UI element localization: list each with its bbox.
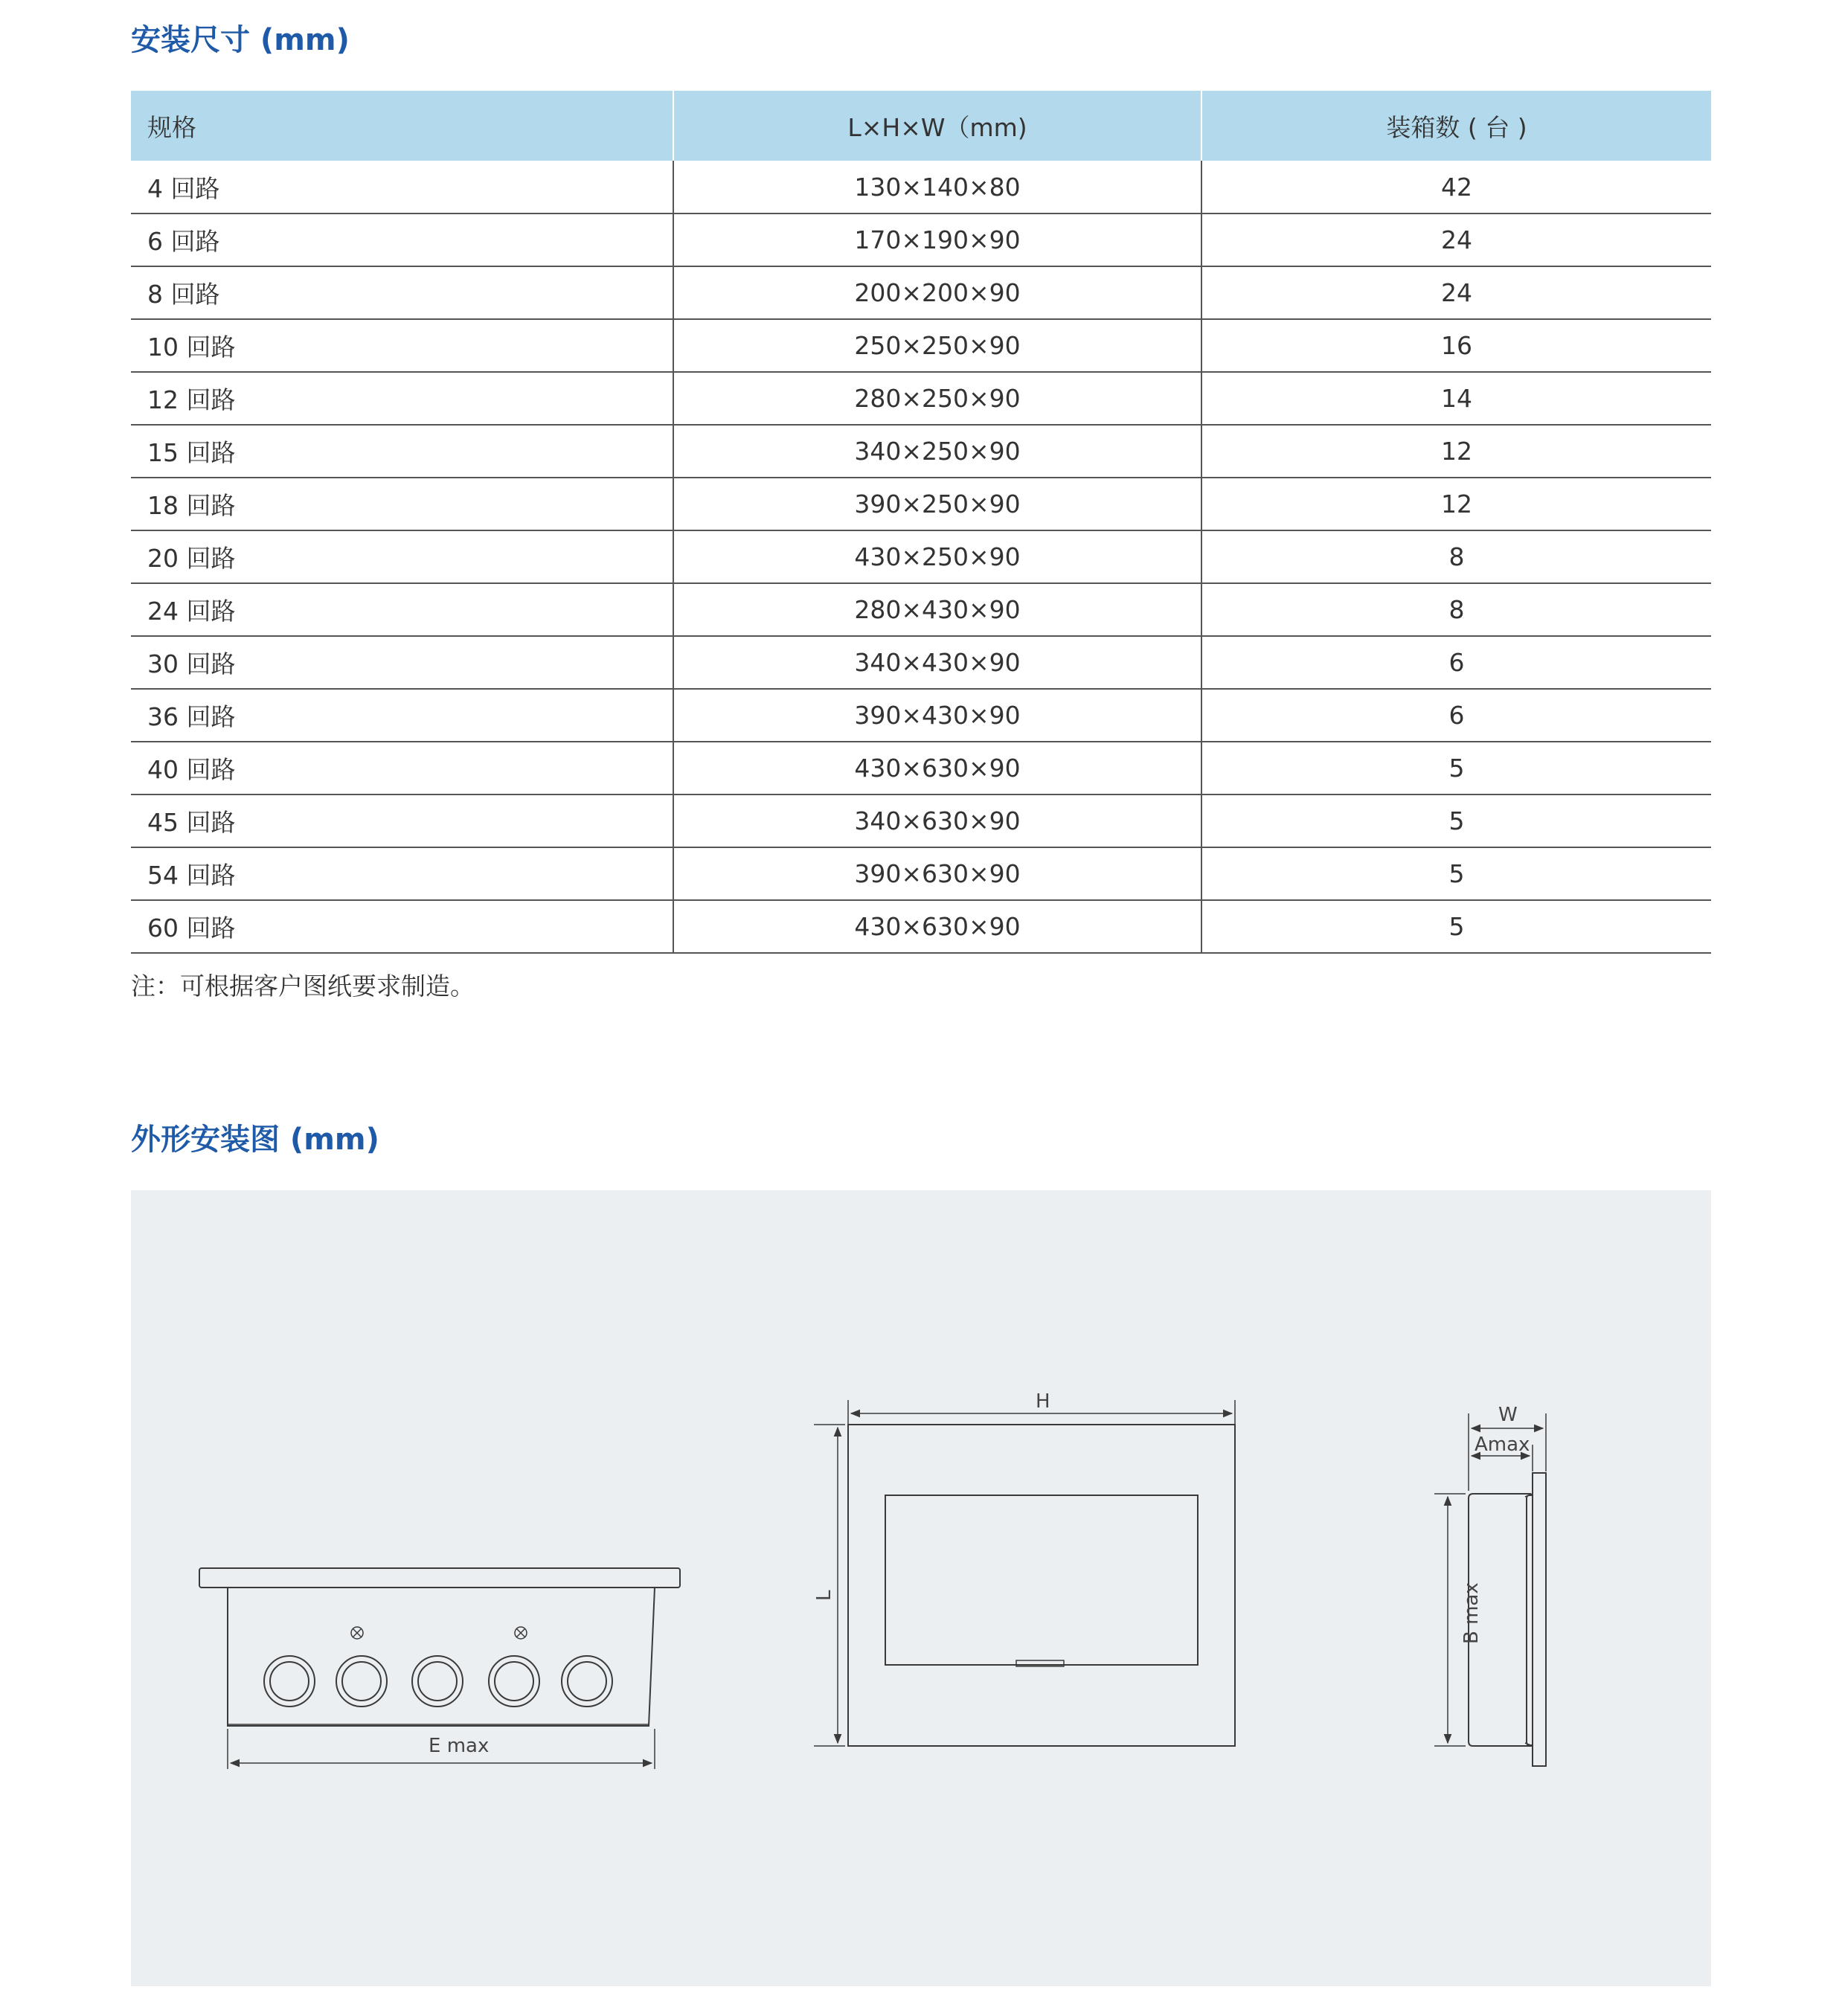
table-body <box>131 161 1711 953</box>
side-view <box>1434 1404 1546 1766</box>
cell-packing-qty: 5 <box>1201 900 1711 953</box>
cell-spec: 18 回路 <box>147 491 236 520</box>
cell-spec: 4 回路 <box>147 173 220 203</box>
cell-dimensions: 430×250×90 <box>673 530 1201 583</box>
knockout-holes <box>264 1656 612 1707</box>
a-max-label: Amax <box>1475 1434 1530 1456</box>
cell-packing-qty: 16 <box>1201 319 1711 372</box>
header-packing-qty: 装箱数 ( 台 ) <box>1201 91 1711 161</box>
header-dimensions: L×H×W（mm) <box>673 91 1201 161</box>
cell-spec: 36 回路 <box>147 702 236 731</box>
table-row <box>131 742 1711 794</box>
cell-dimensions: 280×250×90 <box>673 372 1201 425</box>
table-row <box>131 266 1711 319</box>
table-row <box>131 689 1711 742</box>
spec-table <box>131 91 1711 954</box>
table-header-row <box>131 91 1711 161</box>
cell-spec: 6 回路 <box>147 227 220 256</box>
table-row <box>131 478 1711 530</box>
cell-spec: 60 回路 <box>147 914 236 943</box>
cell-packing-qty: 6 <box>1201 636 1711 689</box>
cell-spec: 24 回路 <box>147 597 236 626</box>
cell-dimensions: 170×190×90 <box>673 214 1201 266</box>
cell-spec: 30 回路 <box>147 649 236 678</box>
b-max-label: B max <box>1460 1582 1483 1644</box>
cell-dimensions: 430×630×90 <box>673 900 1201 953</box>
installation-drawing-panel <box>131 1190 1711 1986</box>
front-view-lid <box>199 1568 680 1588</box>
cell-dimensions: 340×430×90 <box>673 636 1201 689</box>
header-spec: 规格 <box>147 112 196 142</box>
table-row <box>131 847 1711 900</box>
front-view <box>199 1568 680 1769</box>
table-row <box>131 530 1711 583</box>
cell-packing-qty: 5 <box>1201 847 1711 900</box>
w-label: W <box>1498 1404 1518 1426</box>
section-title-dimensions: 安装尺寸 (mm) <box>131 23 350 57</box>
table-row <box>131 794 1711 847</box>
table-row <box>131 425 1711 478</box>
section-title-installation-drawing: 外形安装图 (mm) <box>131 1123 379 1157</box>
cell-spec: 45 回路 <box>147 808 236 837</box>
cell-packing-qty: 8 <box>1201 583 1711 636</box>
cell-packing-qty: 14 <box>1201 372 1711 425</box>
cell-dimensions: 340×630×90 <box>673 794 1201 847</box>
top-view-window <box>885 1495 1198 1665</box>
cell-packing-qty: 5 <box>1201 742 1711 794</box>
cell-dimensions: 390×430×90 <box>673 689 1201 742</box>
table-row <box>131 319 1711 372</box>
table-row <box>131 583 1711 636</box>
cell-spec: 15 回路 <box>147 438 236 467</box>
cell-spec: 20 回路 <box>147 544 236 573</box>
side-view-flange <box>1533 1473 1546 1766</box>
table-row <box>131 161 1711 214</box>
installation-drawing <box>131 1190 1711 1986</box>
cell-dimensions: 200×200×90 <box>673 266 1201 319</box>
cell-packing-qty: 24 <box>1201 266 1711 319</box>
cell-dimensions: 280×430×90 <box>673 583 1201 636</box>
cell-packing-qty: 6 <box>1201 689 1711 742</box>
top-view <box>813 1390 1235 1746</box>
h-label: H <box>1036 1390 1050 1413</box>
cell-dimensions: 340×250×90 <box>673 425 1201 478</box>
cell-spec: 10 回路 <box>147 333 236 362</box>
cell-dimensions: 130×140×80 <box>673 161 1201 214</box>
cell-packing-qty: 8 <box>1201 530 1711 583</box>
cell-spec: 40 回路 <box>147 755 236 784</box>
cell-dimensions: 390×630×90 <box>673 847 1201 900</box>
cell-spec: 54 回路 <box>147 861 236 890</box>
top-view-body <box>848 1425 1235 1746</box>
e-max-label: E max <box>429 1735 490 1757</box>
cell-spec: 12 回路 <box>147 385 236 414</box>
screw-marks <box>351 1627 527 1639</box>
cell-packing-qty: 12 <box>1201 478 1711 530</box>
table-row <box>131 214 1711 266</box>
table-note: 注：可根据客户图纸要求制造。 <box>131 972 475 1001</box>
cell-dimensions: 250×250×90 <box>673 319 1201 372</box>
table-row <box>131 900 1711 953</box>
table-row <box>131 372 1711 425</box>
cell-packing-qty: 12 <box>1201 425 1711 478</box>
cell-spec: 8 回路 <box>147 280 220 309</box>
cell-packing-qty: 42 <box>1201 161 1711 214</box>
cell-packing-qty: 5 <box>1201 794 1711 847</box>
cell-dimensions: 390×250×90 <box>673 478 1201 530</box>
l-label: L <box>813 1590 835 1601</box>
cell-packing-qty: 24 <box>1201 214 1711 266</box>
cell-dimensions: 430×630×90 <box>673 742 1201 794</box>
table-row <box>131 636 1711 689</box>
